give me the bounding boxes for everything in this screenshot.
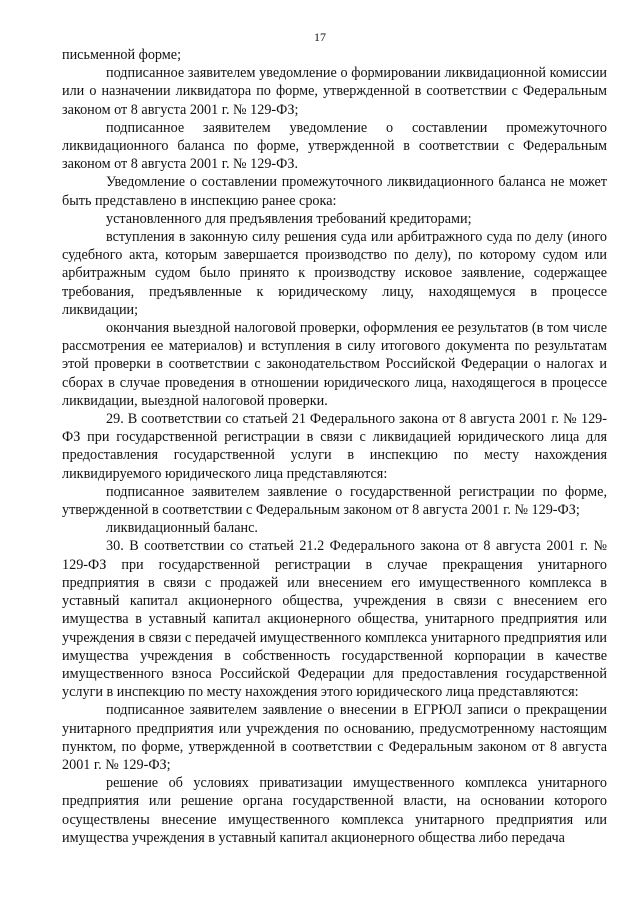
paragraph: подписанное заявителем уведомление о составлении промежуточного ликвидационного баланса по форме, утвержденной в соответствии с Федеральным законом от 8 августа 2001 г. № 129-ФЗ. [62, 119, 607, 173]
paragraph: вступления в законную силу решения суда или арбитражного суда по делу (иного судебного акта, которым завершается производство по делу), по которому судом или арбитражным судом было принято к производству исковое заявление, содержащее требования, предъявленные к юридическому лицу, находящемуся в процессе ликвидации; [62, 229, 607, 318]
paragraph: подписанное заявителем заявление о внесении в ЕГРЮЛ записи о прекращении унитарного предприятия или учреждения по основанию, предусмотренному настоящим пунктом, по форме, утвержденной в соответствии с Федеральным законом от 8 августа 2001 г. № 129-ФЗ; [62, 702, 607, 773]
paragraph: Уведомление о составлении промежуточного ликвидационного баланса не может быть представлено в инспекцию ранее срока: [62, 174, 607, 209]
paragraph: 29. В соответствии со статьей 21 Федерального закона от 8 августа 2001 г. № 129-ФЗ при государственной регистрации в связи с ликвидацией юридического лица для предоставления государственной услуги в инспекцию по месту нахождения ликвидируемого юридического лица представляются: [62, 411, 607, 482]
paragraph: окончания выездной налоговой проверки, оформления ее результатов (в том числе рассмотрения ее материалов) и вступления в силу итогового документа по результатам этой проверки в соответствии с законодательством Российской Федерации о налогах и сборах в случае проведения в отношении юридического лица, находящегося в процессе ликвидации, выездной налоговой проверки. [62, 320, 607, 409]
paragraph: установленного для предъявления требований кредиторами; [106, 210, 472, 227]
page-number: 17 [314, 30, 326, 44]
paragraph: 30. В соответствии со статьей 21.2 Федерального закона от 8 августа 2001 г. № 129-ФЗ при государственной регистрации в случае прекращения унитарного предприятия в связи с продажей или внесением его имущественного комплекса в уставный капитал акционерного общества, учреждения в связи с внесением его имущества в уставный капитал акционерного общества, унитарного предприятия или учреждения в связи с передачей имущественного комплекса унитарного предприятия или имущества учреждения в собственность государственной корпорации в качестве имущественного взноса Российской Федерации для предоставления государственной услуги в инспекцию по месту нахождения этого юридического лица представляются: [62, 538, 607, 701]
paragraph: ликвидационный баланс. [106, 520, 258, 537]
paragraph: письменной форме; [62, 47, 182, 63]
document-body [62, 46, 607, 847]
paragraph: решение об условиях приватизации имущественного комплекса унитарного предприятия или решение органа государственной власти, на основании которого осуществлены внесение имущественного комплекса унитарного предприятия или имущества учреждения в уставный капитал акционерного общества либо передача [62, 775, 607, 846]
paragraph: подписанное заявителем уведомление о формировании ликвидационной комиссии или о назначении ликвидатора по форме, утвержденной в соответствии с Федеральным законом от 8 августа 2001 г. № 129-ФЗ; [62, 65, 607, 118]
paragraph: подписанное заявителем заявление о государственной регистрации по форме, утвержденной в соответствии с Федеральным законом от 8 августа 2001 г. № 129-ФЗ; [62, 483, 607, 519]
